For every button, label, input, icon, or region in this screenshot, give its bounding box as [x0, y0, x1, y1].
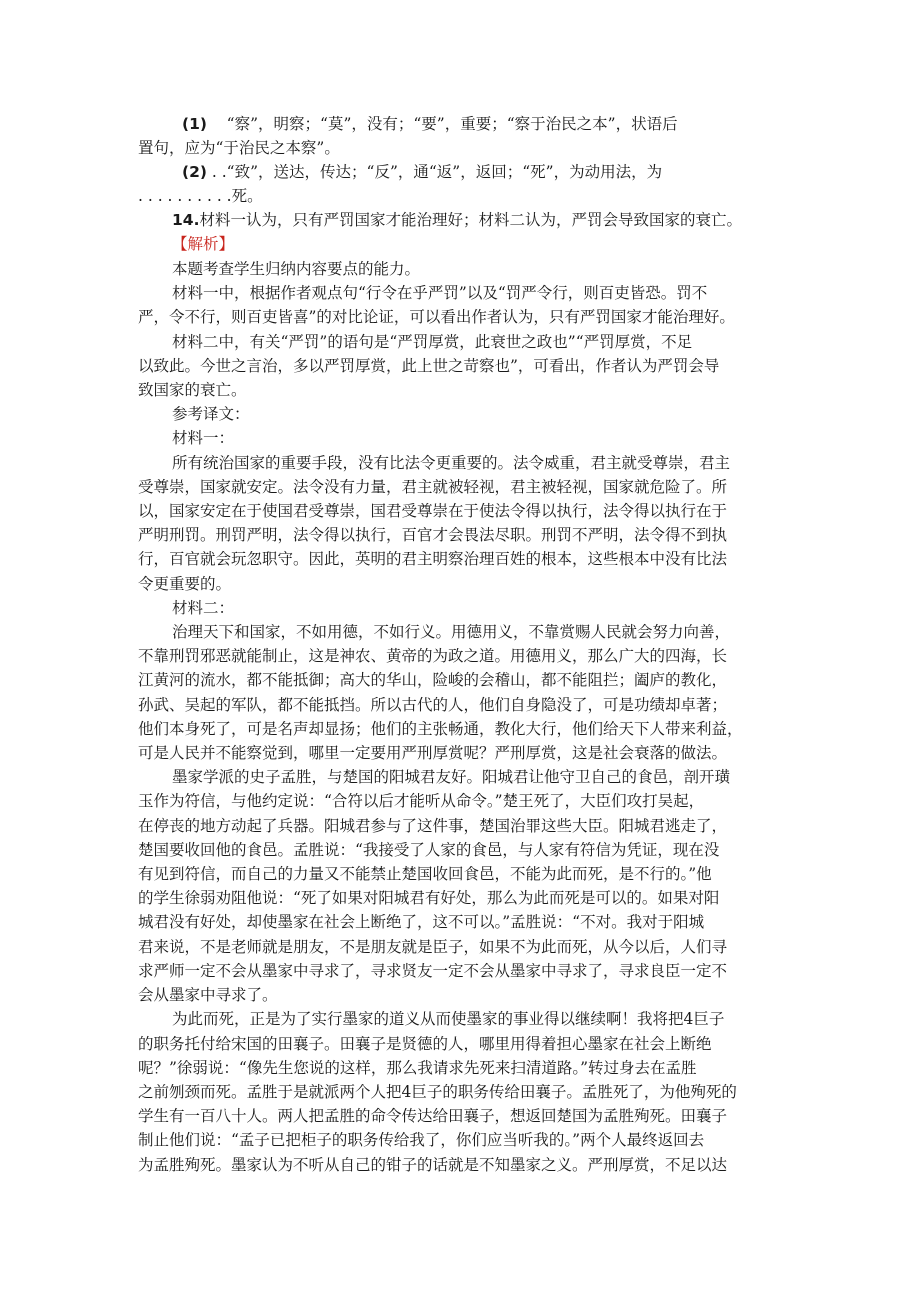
body-line: 城君没有好处，却使墨家在社会上断绝了，这不可以。”孟胜说：“不对。我对于阳城 — [138, 913, 705, 932]
answer-13-1-line-1: “察”，明察；“莫”，没有；“要”，重要；“察于治民之本”，状语后 — [226, 115, 678, 133]
body-line: 学生有一百八十人。两人把孟胜的命令传达给田襄子，想返回楚国为孟胜殉死。田襄子 — [138, 1107, 728, 1126]
body-line: 材料一中，根据作者观点句“行令在乎严罚”以及“罚严令行，则百吏皆恐。罚不 — [172, 284, 708, 303]
body-line: 为此而死，正是为了实行墨家的道义从而使墨家的事业得以继续啊！我将把4巨子 — [172, 1010, 725, 1029]
body-line: 本题考查学生归纳内容要点的能力。 — [172, 260, 421, 278]
body-line: 所有统治国家的重要手段，没有比法令更重要的。法令威重，君主就受尊崇，君主 — [172, 453, 731, 472]
body-line: 会从墨家中寻求了。 — [138, 986, 278, 1005]
body-line: 以致此。今世之言治，多以严罚厚赏，此上世之苛察也”，可看出，作者认为严罚会导 — [138, 356, 720, 375]
explanation-body — [138, 257, 790, 1177]
answer-13-1-line-2: 置句，应为“于治民之本察”。 — [138, 139, 340, 157]
answer-13-2-line-1: . .“致”，送达，传达；“反”，通“返”，返回；“死”，为动用法，为 — [211, 163, 663, 181]
body-line: 求严师一定不会从墨家中寻求了，寻求贤友一定不会从墨家中寻求了，寻求良臣一定不 — [138, 961, 728, 980]
body-line: 以，国家安定在于使国君受尊崇，国君受尊崇在于使法令得以执行，法令得以执行在于 — [138, 502, 728, 521]
answer-13-1-number: (1) — [182, 115, 207, 133]
answer-14-text: 材料一认为，只有严罚国家才能治理好；材料二认为，严罚会导致国家的衰亡。 — [199, 211, 742, 229]
body-line: 受尊崇，国家就安定。法令没有力量，君主就被轻视，君主被轻视，国家就危险了。所 — [138, 477, 728, 496]
body-line: 不靠刑罚邪恶就能制止，这是神农、黄帝的为政之道。用德用义，那么广大的四海，长 — [138, 647, 728, 666]
body-line: 呢？”徐弱说：“像先生您说的这样，那么我请求先死来扫清道路。”转过身去在孟胜 — [138, 1058, 697, 1077]
body-line: 有见到符信，而自己的力量又不能禁止楚国收回食邑，不能为此而死，是不行的。”他 — [138, 865, 712, 884]
body-line: 严明刑罚。刑罚严明，法令得以执行，百官才会畏法尽职。刑罚不严明，法令得不到执 — [138, 526, 728, 545]
body-line: 材料二： — [172, 598, 235, 617]
body-line: 制止他们说：“孟子已把柜子的职务传给我了，你们应当听我的。”两个人最终返回去 — [138, 1131, 705, 1150]
answer-13-2 — [138, 160, 790, 208]
body-line: 参考译文： — [172, 405, 250, 424]
body-line: 材料二中，有关“严罚”的语句是“严罚厚赏，此衰世之政也”“严罚厚赏，不足 — [172, 332, 693, 351]
body-line: 墨家学派的史子孟胜，与楚国的阳城君友好。阳城君让他守卫自己的食邑，剖开璜 — [172, 768, 731, 787]
body-line: 的学生徐弱劝阻他说：“死了如果对阳城君有好处，那么为此而死是可以的。如果对阳 — [138, 889, 720, 908]
body-line: 之前刎颈而死。孟胜于是就派两个人把4巨子的职务传给田襄子。孟胜死了，为他殉死的 — [138, 1082, 737, 1101]
body-line: 江黄河的流水，都不能抵御；高大的华山，险峻的会稽山，都不能阻拦；阖庐的教化， — [138, 671, 728, 690]
answer-13-1 — [138, 112, 790, 160]
body-line: 的职务托付给宋国的田襄子。田襄子是贤德的人，哪里用得着担心墨家在社会上断绝 — [138, 1034, 712, 1053]
body-line: 可是人民并不能察觉到，哪里一定要用严刑厚赏呢？严刑厚赏，这是社会衰落的做法。 — [138, 744, 728, 763]
body-line: 治理天下和国家，不如用德，不如行义。用德用义，不靠赏赐人民就会努力向善， — [172, 623, 731, 642]
body-line: 君来说，不是老师就是朋友，不是朋友就是臣子，如果不为此而死，从今以后，人们寻 — [138, 937, 728, 956]
answer-14-number: 14. — [172, 211, 200, 229]
body-line: 行，百官就会玩忽职守。因此，英明的君主明察治理百姓的根本，这些根本中没有比法 — [138, 550, 728, 569]
body-line: 令更重要的。 — [138, 574, 232, 593]
body-line: 在停丧的地方动起了兵器。阳城君参与了这件事，楚国治罪这些大臣。阳城君逃走了， — [138, 816, 728, 835]
body-line: 玉作为符信，与他约定说：“合符以后才能听从命令。”楚王死了，大臣们攻打吴起， — [138, 792, 705, 811]
body-line: 他们本身死了，可是名声却显扬；他们的主张畅通，教化大行，他们给天下人带来利益， — [138, 719, 743, 738]
body-line: 致国家的衰亡。 — [138, 381, 247, 400]
body-line: 严，令不行，则百吏皆喜”的对比论证，可以看出作者认为，只有严罚国家才能治理好。 — [138, 308, 735, 327]
answer-13-2-line-2: . . . . . . . . . .死。 — [138, 187, 263, 205]
answer-14 — [138, 208, 790, 256]
body-line: 材料一： — [172, 429, 235, 448]
body-line: 楚国要收回他的食邑。孟胜说：“我接受了人家的食邑，与人家有符信为凭证，现在没 — [138, 840, 720, 859]
body-line: 孙武、吴起的军队，都不能抵挡。所以古代的人，他们自身隐没了，可是功绩却卓著； — [138, 695, 728, 714]
body-line: 为孟胜殉死。墨家认为不听从自己的钳子的话就是不知墨家之义。严刑厚赏，不足以达 — [138, 1155, 728, 1174]
analysis-label: 【解析】 — [172, 235, 235, 253]
answer-13-2-number: (2) — [182, 163, 207, 181]
